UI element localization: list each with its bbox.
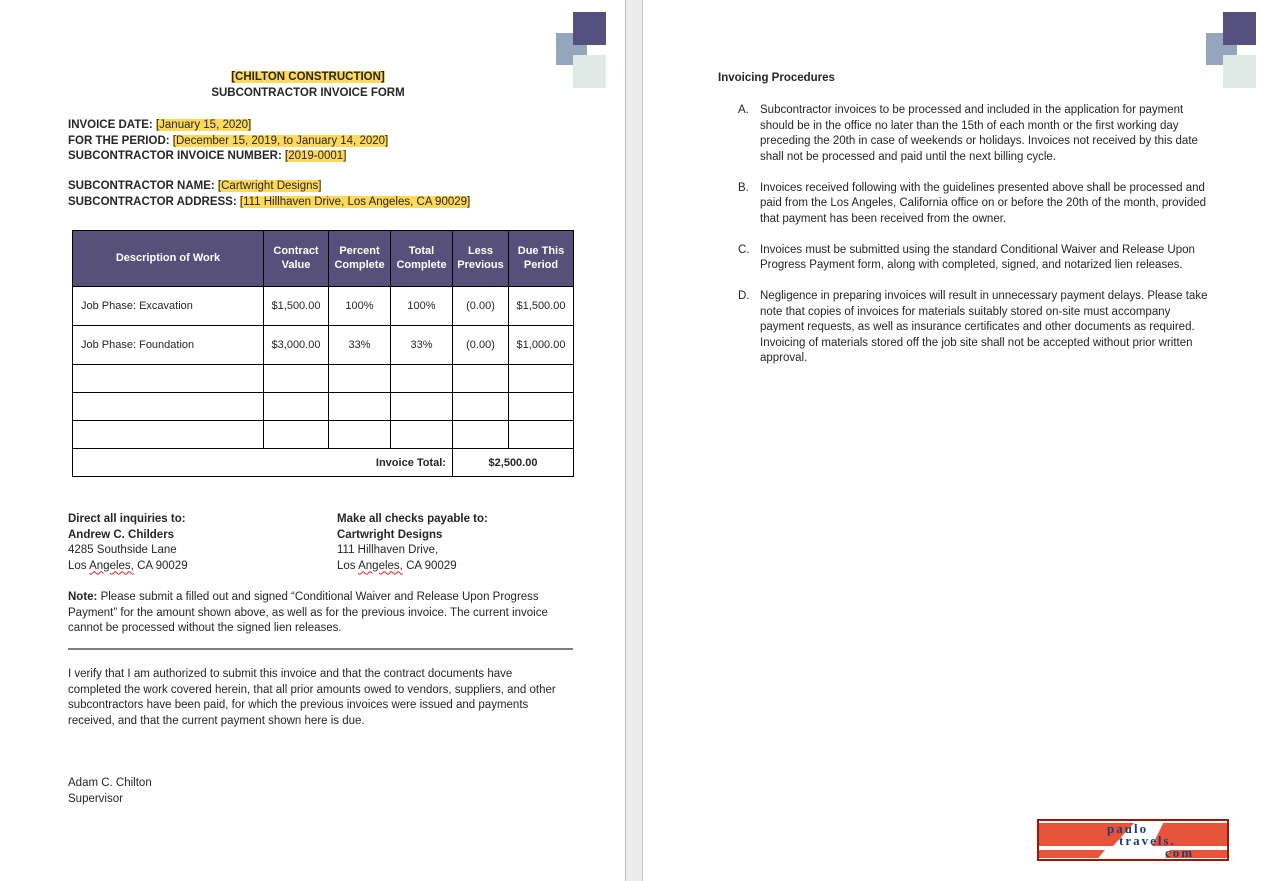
note-text: Please submit a filled out and signed “Conditional Waiver and Release Upon Progress Payment” for the amount shown above, as well as for the previous invoice. The current invoice cannot be processed without the signed lien releases.: [68, 591, 548, 634]
cell-description: Job Phase: Foundation: [73, 326, 264, 365]
invoice-number-label: SUBCONTRACTOR INVOICE NUMBER:: [68, 150, 286, 162]
checks-city-line: Los Angeles, CA 90029: [337, 559, 457, 572]
inquiries-address: 4285 Southside Lane: [68, 544, 177, 556]
cell-total-complete: 33%: [391, 326, 453, 365]
decor-square-mint: [573, 55, 606, 88]
subcontractor-address-line: [68, 195, 470, 211]
table-row: [73, 326, 574, 365]
table-row-empty: [73, 393, 574, 421]
cell-due-this-period: $1,500.00: [509, 287, 574, 326]
cell-contract-value: $1,500.00: [264, 287, 329, 326]
cell-percent-complete: 33%: [329, 326, 391, 365]
invoice-table: [72, 230, 574, 477]
invoice-title: [68, 70, 548, 101]
invoice-date-value: [January 15, 2020]: [155, 119, 252, 131]
inquiries-city-line: Los Angeles, CA 90029: [68, 559, 188, 572]
col-header-percent-complete: Percent Complete: [329, 231, 391, 287]
list-item-text: Negligence in preparing invoices will result in unnecessary payment delays. Please take note that copies of invoices for materials suitably stored on-site must accompany payment requests, as well as insurance certificates and other documents as required. Invoicing of materials stored off the job site shall not be accepted without prior written approval.: [760, 290, 1208, 364]
list-item: [738, 289, 1208, 367]
table-row: [73, 287, 574, 326]
cell-description: Job Phase: Excavation: [73, 287, 264, 326]
list-item-letter: D.: [738, 290, 750, 302]
period-value: [December 15, 2019, to January 14, 2020]: [172, 134, 389, 147]
cell-percent-complete: 100%: [329, 287, 391, 326]
verification-paragraph: I verify that I am authorized to submit this invoice and that the contract documents have completed the work covered herein, that all prior amounts owed to vendors, suppliers, and other subcontractors have been paid, for which the previous invoices were issued and payments received, and that the current payment shown here is due.: [68, 668, 556, 727]
inquiries-heading: Direct all inquiries to:: [68, 513, 186, 525]
invoice-date-label: INVOICE DATE:: [68, 119, 156, 131]
decor-square-purple: [1223, 12, 1256, 45]
invoice-date-line: [68, 118, 388, 134]
list-item-text: Subcontractor invoices to be processed and included in the application for payment should be in the office no later than the 15th of each month or the first working day preceding the 20th in case of weekends or holidays. Invoices not received by this date shall not be processed and paid until the next billing cycle.: [760, 104, 1198, 163]
table-row-empty: [73, 365, 574, 393]
subcontractor-address-value: [111 Hillhaven Drive, Los Angeles, CA 90029]: [239, 195, 471, 208]
note-paragraph: [68, 590, 570, 637]
list-item-letter: B.: [738, 181, 749, 194]
table-row-empty: [73, 421, 574, 449]
company-name-highlighted: [CHILTON CONSTRUCTION]: [231, 71, 385, 83]
form-title: SUBCONTRACTOR INVOICE FORM: [211, 86, 405, 99]
cell-less-previous: (0.00): [453, 287, 509, 326]
invoice-total-value: $2,500.00: [453, 449, 574, 477]
subcontractor-name-value: [Cartwright Designs]: [217, 180, 322, 192]
period-label: FOR THE PERIOD:: [68, 134, 173, 147]
col-header-contract-value: Contract Value: [264, 231, 329, 287]
invoice-total-label: Invoice Total:: [73, 449, 453, 477]
logo-text-travels: travels.: [1119, 833, 1176, 848]
list-item: [738, 181, 1208, 228]
procedures-heading: Invoicing Procedures: [718, 72, 835, 84]
inquiries-block: [68, 512, 188, 574]
list-item-letter: A.: [738, 104, 749, 116]
col-header-less-previous: Less Previous: [453, 231, 509, 287]
logo-text-paulo: paulo: [1107, 821, 1149, 836]
subcontractor-address-label: SUBCONTRACTOR ADDRESS:: [68, 195, 240, 208]
subcontractor-name-line: [68, 179, 470, 195]
signature-divider-line: [68, 648, 573, 650]
logo-stripe-bottom-left: [1039, 850, 1105, 858]
invoice-number-line: [68, 149, 388, 165]
spellcheck-word: Angeles,: [89, 559, 134, 572]
invoice-page: [0, 0, 626, 881]
list-item: [738, 103, 1208, 165]
procedures-list: [738, 103, 1208, 382]
list-item-text: Invoices received following with the guidelines presented above shall be processed and paid from the Los Angeles, California office on or before the 20th of the month, provided that payment has been received from the owner.: [760, 181, 1207, 225]
cell-total-complete: 100%: [391, 287, 453, 326]
inquiries-name: Andrew C. Childers: [68, 528, 175, 541]
checks-payable-block: [337, 512, 488, 574]
checks-address: 111 Hillhaven Drive,: [337, 544, 439, 556]
paulo-travels-logo: [1037, 819, 1229, 861]
note-label: Note:: [68, 591, 98, 603]
checks-heading: Make all checks payable to:: [337, 513, 488, 525]
subcontractor-fields: [68, 179, 470, 210]
list-item: [738, 243, 1208, 274]
logo-text-com: com: [1165, 845, 1195, 860]
subcontractor-name-label: SUBCONTRACTOR NAME:: [68, 180, 218, 192]
col-header-total-complete: Total Complete: [391, 231, 453, 287]
invoice-meta-fields: [68, 118, 388, 165]
cell-less-previous: (0.00): [453, 326, 509, 365]
col-header-description: Description of Work: [73, 231, 264, 287]
signature-name: Adam C. Chilton: [68, 777, 152, 789]
signature-block: [68, 776, 152, 807]
list-item-text: Invoices must be submitted using the standard Conditional Waiver and Release Upon Progress Payment form, along with completed, signed, and notarized lien releases.: [760, 243, 1195, 271]
spellcheck-word: Angeles,: [358, 559, 403, 572]
decor-square-purple: [573, 12, 606, 45]
cell-due-this-period: $1,000.00: [509, 326, 574, 365]
signature-title: Supervisor: [68, 792, 123, 805]
invoice-number-value: [2019-0001]: [285, 150, 347, 162]
table-header-row: [73, 231, 574, 287]
col-header-due-this-period: Due This Period: [509, 231, 574, 287]
period-line: [68, 134, 388, 150]
table-total-row: [73, 449, 574, 477]
list-item-letter: C.: [738, 243, 750, 256]
decor-square-mint: [1223, 55, 1256, 88]
procedures-page: [642, 0, 1265, 881]
cell-contract-value: $3,000.00: [264, 326, 329, 365]
checks-name: Cartwright Designs: [337, 528, 443, 541]
